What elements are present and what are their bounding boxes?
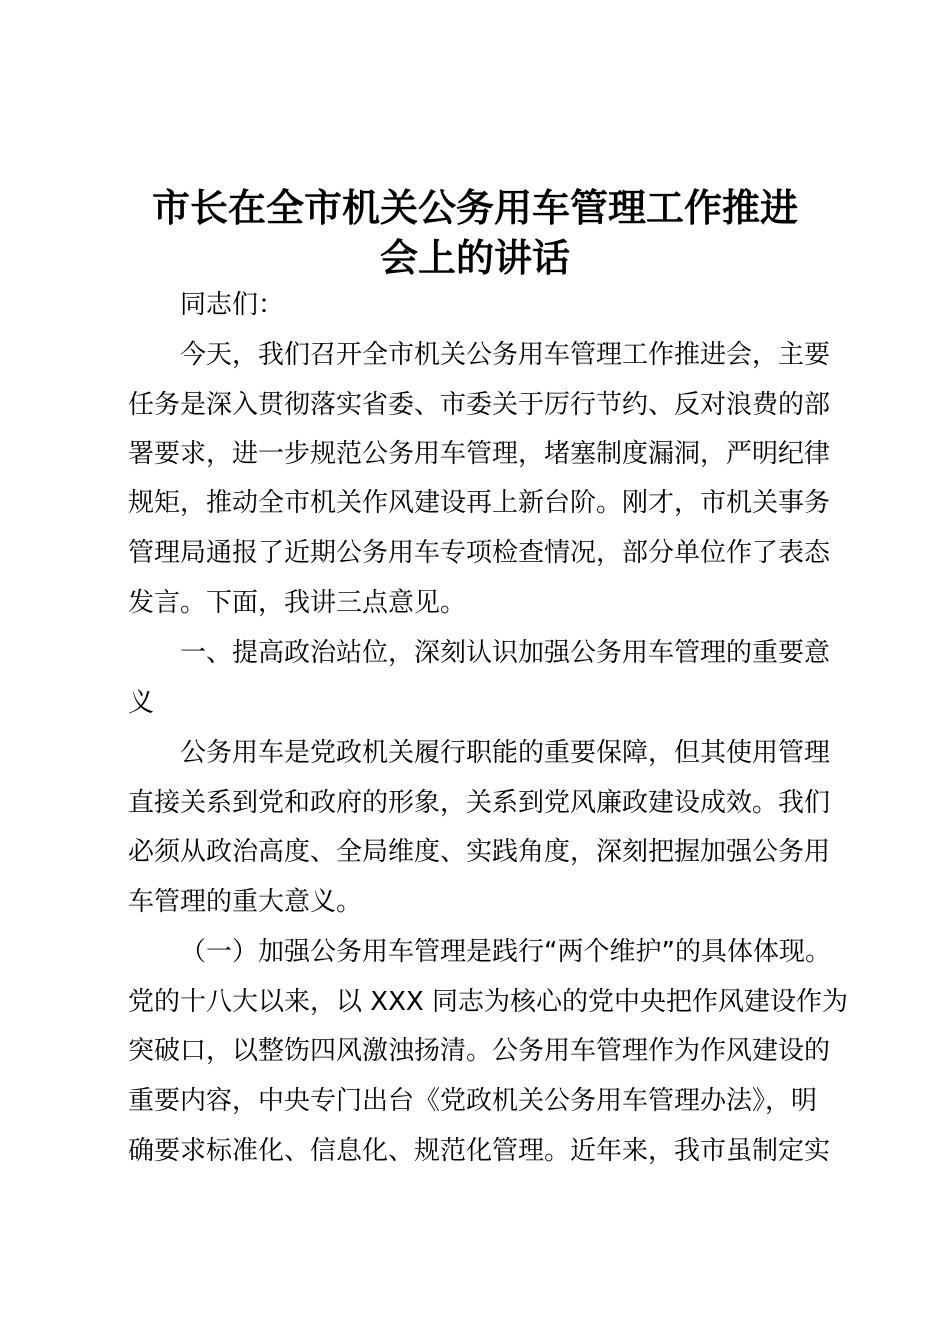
document-title-line-1: 市长在全市机关公务用车管理工作推进 — [151, 185, 798, 230]
paragraph-3-line-5: 确要求标准化、信息化、规范化管理。近年来，我市虽制定实 — [128, 1136, 831, 1166]
section-heading-1-line-2: 义 — [128, 688, 155, 718]
paragraph-3-line-2: 党的十八大以来，以 XXX 同志为核心的党中央把作风建设作为 — [128, 987, 848, 1017]
document-title-line-2: 会上的讲话 — [379, 235, 570, 280]
paragraph-3-line-3: 突破口，以整饬四风激浊扬清。公务用车管理作为作风建设的 — [128, 1036, 831, 1066]
paragraph-2-line-3: 必须从政治高度、全局维度、实践角度，深刻把握加强公务用 — [128, 837, 831, 867]
paragraph-1-line-1: 今天，我们召开全市机关公务用车管理工作推进会，主要 — [180, 340, 831, 370]
section-heading-1-line-1: 一、提高政治站位，深刻认识加强公务用车管理的重要意 — [180, 638, 831, 668]
salutation: 同志们： — [180, 290, 285, 320]
paragraph-1-line-6: 发言。下面，我讲三点意见。 — [128, 588, 467, 618]
paragraph-3-line-4: 重要内容，中央专门出台《党政机关公务用车管理办法》，明 — [128, 1086, 818, 1116]
paragraph-1-line-3: 署要求，进一步规范公务用车管理，堵塞制度漏洞，严明纪律 — [128, 439, 831, 469]
paragraph-2-line-2: 直接关系到党和政府的形象，关系到党风廉政建设成效。我们 — [128, 788, 831, 818]
paragraph-3-line-1: （一）加强公务用车管理是践行“两个维护”的具体体现。 — [180, 937, 831, 967]
paragraph-2-line-1: 公务用车是党政机关履行职能的重要保障，但其使用管理 — [180, 738, 831, 768]
paragraph-1-line-5: 管理局通报了近期公务用车专项检查情况，部分单位作了表态 — [128, 538, 831, 568]
paragraph-1-line-4: 规矩，推动全市机关作风建设再上新台阶。刚才，市机关事务 — [128, 488, 831, 518]
paragraph-2-line-4: 车管理的重大意义。 — [128, 887, 363, 917]
paragraph-1-line-2: 任务是深入贯彻落实省委、市委关于厉行节约、反对浪费的部 — [128, 390, 831, 420]
